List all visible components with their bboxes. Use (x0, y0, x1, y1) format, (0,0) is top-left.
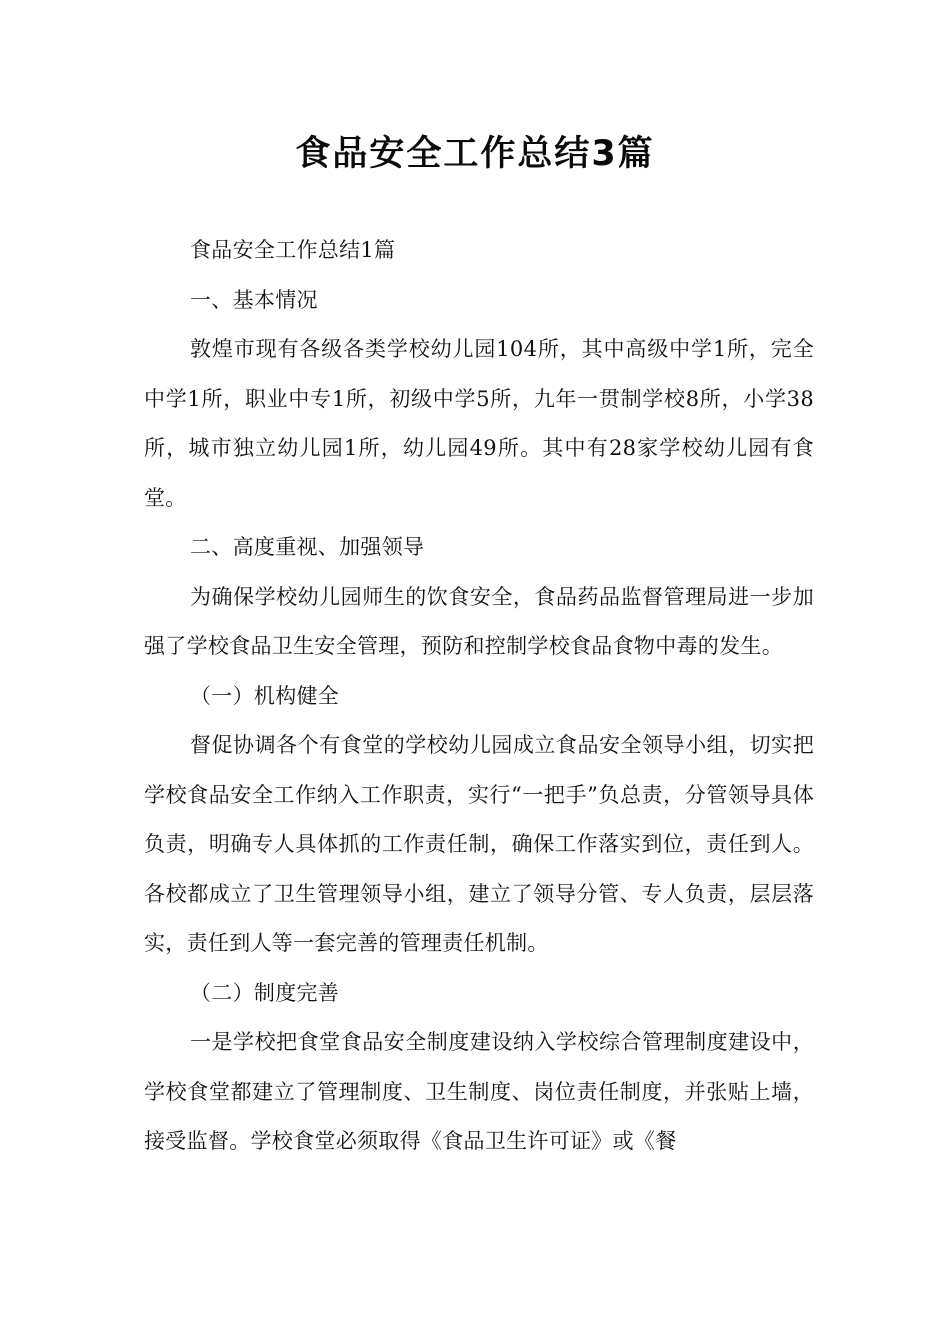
section-heading-leadership: 二、高度重视、加强领导 (190, 535, 425, 559)
paragraph-regulations: 一是学校把食堂食品安全制度建设纳入学校综合管理制度建设中，学校食堂都建立了管理制度、卫生制度、岗位责任制度，并张贴上墙，接受监督。学校食堂必须取得《食品卫生许可证》或《餐 (144, 1030, 814, 1153)
paragraph-school-statistics: 敦煌市现有各级各类学校幼儿园104所，其中高级中学1所，完全中学1所，职业中专1所，初级中学5所，九年一贯制学校8所，小学38所，城市独立幼儿园1所，幼儿园49所。其中有28家学校幼儿园有食堂。 (144, 337, 814, 510)
section-heading-part-1: 食品安全工作总结1篇 (190, 238, 396, 262)
paragraph-food-safety-purpose: 为确保学校幼儿园师生的饮食安全，食品药品监督管理局进一步加强了学校食品卫生安全管理，预防和控制学校食品食物中毒的发生。 (144, 584, 814, 658)
subheading-regulations: （二）制度完善 (190, 980, 340, 1005)
subheading-organization: （一）机构健全 (190, 683, 340, 708)
document-title: 食品安全工作总结3篇 (295, 134, 655, 174)
paragraph-organization: 督促协调各个有食堂的学校幼儿园成立食品安全领导小组，切实把学校食品安全工作纳入工作职责，实行“一把手”负总责，分管领导具体负责，明确专人具体抓的工作责任制，确保工作落实到位，责任到人。各校都成立了卫生管理领导小组，建立了领导分管、专人负责，层层落实，责任到人等一套完善的管理责任机制。 (144, 733, 814, 955)
document-body (144, 226, 814, 1167)
section-heading-basic-situation: 一、基本情况 (190, 287, 318, 312)
